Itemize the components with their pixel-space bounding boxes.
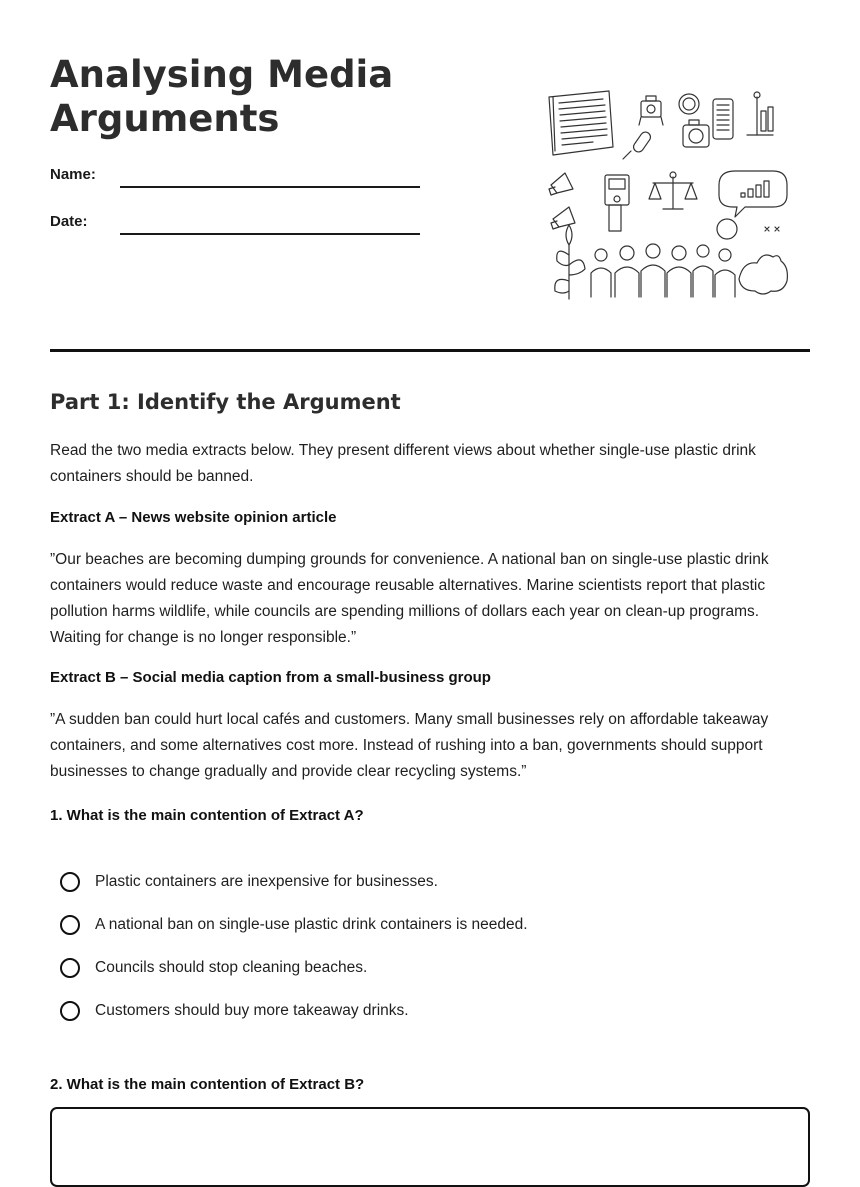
name-line[interactable]: [120, 186, 420, 188]
question-2: 2. What is the main contention of Extract B?: [50, 1076, 365, 1093]
megaphone-icon: [549, 173, 575, 229]
date-field[interactable]: [50, 213, 420, 243]
leaves-icon: [555, 225, 585, 299]
card-reader-icon: [605, 175, 629, 231]
extract-b-text: ”A sudden ban could hurt local cafés and customers. Many small businesses rely on affordable takeaway containers, and some alternatives cost more. Instead of rushing into a ban, governments should support businesses to change gradually and provide clear recycling systems.”: [50, 711, 769, 780]
radio-button[interactable]: [60, 872, 80, 892]
extract-a-label: Extract A – News website opinion article: [50, 509, 337, 526]
photo-camera-icon: [683, 120, 709, 147]
name-label: Name:: [50, 166, 96, 183]
phone-icon: [713, 99, 733, 139]
question-2-answer-box[interactable]: [50, 1107, 810, 1187]
date-label: Date:: [50, 213, 88, 230]
option-4[interactable]: [60, 989, 800, 1032]
extract-a-text: ”Our beaches are becoming dumping grounds for convenience. A national ban on single-use plastic drink containers would reduce waste and encourage reusable alternatives. Marine scientists report that plastic pollution harms wildlife, while councils are spending millions of dollars each year on clean-up programs. Waiting for change is no longer responsible.”: [50, 551, 769, 646]
name-field[interactable]: [50, 166, 420, 196]
section-divider: [50, 349, 810, 352]
graph-icon: [747, 92, 773, 135]
radio-button[interactable]: [60, 1001, 80, 1021]
option-2[interactable]: [60, 903, 800, 946]
option-label: Councils should stop cleaning beaches.: [95, 958, 368, 976]
microphone-icon: [623, 130, 652, 159]
option-3[interactable]: [60, 946, 800, 989]
option-label: A national ban on single-use plastic drink containers is needed.: [95, 915, 528, 933]
page-title: Analysing Media Arguments: [50, 53, 394, 140]
worksheet-page: [50, 0, 810, 1161]
people-group-icon: [591, 244, 735, 297]
speech-bubble-chart-icon: [717, 171, 787, 239]
australia-map-icon: [739, 255, 787, 294]
camera-icon: [639, 96, 663, 125]
media-illustration: [543, 85, 793, 307]
date-line[interactable]: [120, 233, 420, 235]
ring-icon: [679, 94, 699, 114]
question-1-options: [60, 860, 800, 1032]
newspaper-icon: [549, 91, 613, 155]
option-1[interactable]: [60, 860, 800, 903]
part1-intro: Read the two media extracts below. They present different views about whether single-use plastic drink containers should be banned.: [50, 442, 756, 485]
question-1: 1. What is the main contention of Extract A?: [50, 807, 364, 824]
radio-button[interactable]: [60, 958, 80, 978]
part1-heading: Part 1: Identify the Argument: [50, 390, 401, 414]
extract-b-label: Extract B – Social media caption from a small-business group: [50, 669, 491, 686]
option-label: Plastic containers are inexpensive for businesses.: [95, 872, 438, 890]
scales-icon: [649, 172, 697, 209]
option-label: Customers should buy more takeaway drinks.: [95, 1001, 409, 1019]
radio-button[interactable]: [60, 915, 80, 935]
